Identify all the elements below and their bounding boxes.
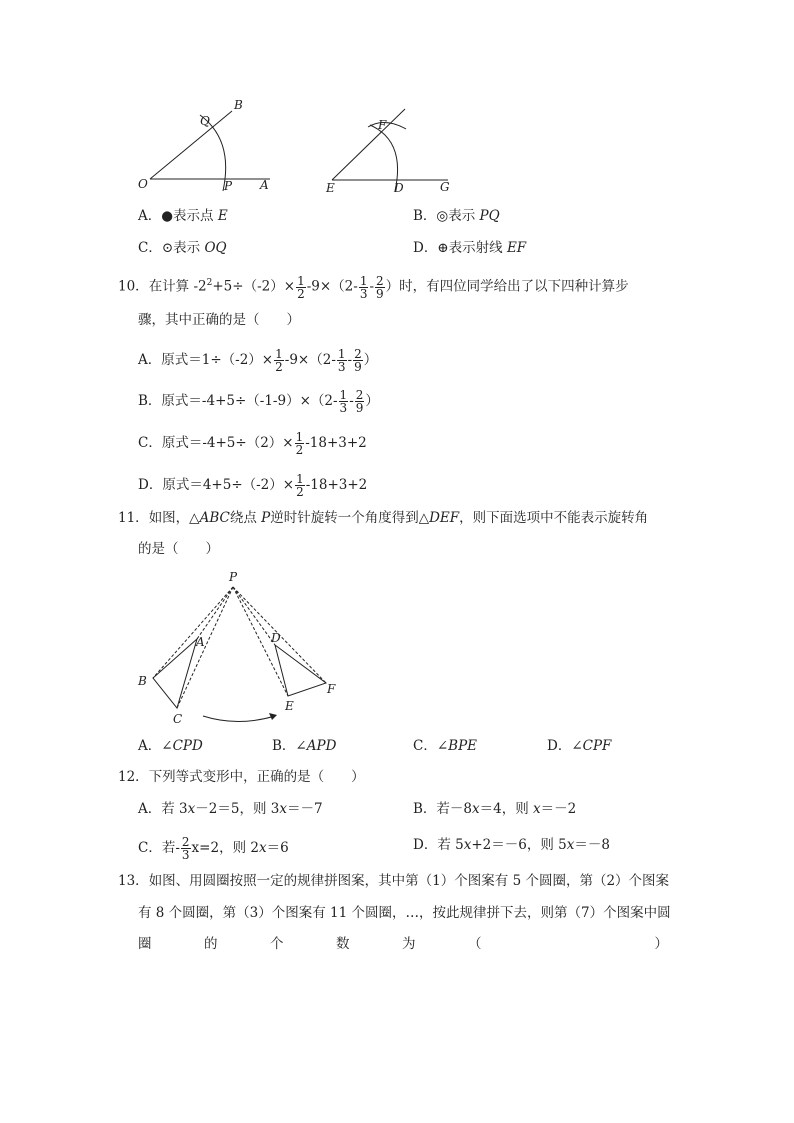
- q11-stem-line2: 的是（ ）: [138, 541, 219, 557]
- label-a: A: [196, 635, 205, 649]
- ray-ef: [332, 109, 405, 180]
- label-g: G: [440, 180, 450, 194]
- q11-option-a[interactable]: A．∠CPD: [138, 738, 203, 754]
- label-e: E: [285, 699, 294, 713]
- q10-option-a[interactable]: A．原式＝1÷（-2）× $\frac{1}{2}$ -9×（2- $\frac{1}{3}$ - $\frac{2}{9}$ ）: [138, 347, 378, 374]
- answer-blank[interactable]: （ ）: [468, 936, 668, 952]
- label-o: O: [138, 177, 148, 191]
- label-a: A: [260, 178, 269, 192]
- rotation-arrow: [203, 716, 275, 722]
- q10-stem-line1: 10．在计算 $-2^2+5\div(-2)\times$ $\frac{1}{2}$ -9×（2- $\frac{1}{3}$ - $\frac{2}{9}$ ）时，有四位同学给出了以下四种计算步: [118, 273, 629, 301]
- double-circle-icon: ◎: [436, 208, 449, 224]
- q13-line2: 有 8 个圆圈，第（3）个图案有 11 个圆圈，…，按此规律拼下去，则第（7）个图案中圆: [138, 905, 671, 921]
- label-p: P: [224, 179, 233, 193]
- q9-figure: [130, 95, 470, 200]
- q11-option-b[interactable]: B．∠APD: [272, 738, 337, 754]
- triangle-abc: [153, 639, 197, 708]
- q12-option-d[interactable]: D．若 5x+2＝－6，则 5x＝－8: [413, 837, 610, 853]
- label-c: C: [173, 712, 183, 726]
- circle-plus-icon: ⊕: [437, 240, 449, 256]
- dot-circle-icon: ⊙: [161, 240, 174, 256]
- q10-option-b[interactable]: B．原式＝-4+5÷（-1-9）×（2- $\frac{1}{3}$ - $\frac{2}{9}$ ）: [138, 388, 379, 415]
- q11-stem-line1: 11．如图，△ABC绕点 P逆时针旋转一个角度得到△DEF，则下面选项中不能表示旋转角: [118, 510, 649, 526]
- q13-line3: 圈 的 个 数 为 （ ）: [138, 936, 668, 952]
- q10-stem-line2: 骤，其中正确的是（ ）: [138, 312, 300, 328]
- q10-option-d[interactable]: D．原式＝4+5÷（-2）× $\frac{1}{2}$ -18+3+2: [138, 472, 368, 499]
- q10-option-c[interactable]: C．原式＝-4+5÷（2）× $\frac{1}{2}$ -18+3+2: [138, 430, 367, 457]
- q12-option-b[interactable]: B．若－8x＝4，则 x＝－2: [413, 801, 577, 817]
- q9-option-b[interactable]: B．◎表示 PQ: [413, 208, 500, 224]
- label-f: F: [327, 682, 336, 696]
- arc-f-cross: [368, 122, 406, 129]
- filled-circle-icon: ●: [161, 208, 174, 224]
- label-q: Q: [200, 114, 210, 128]
- label-f: F: [378, 118, 387, 132]
- label-b: B: [138, 674, 147, 688]
- q9-option-c[interactable]: C．⊙表示 OQ: [138, 240, 227, 256]
- label-d: D: [271, 631, 281, 645]
- q11-figure: [130, 565, 350, 730]
- q9-option-a[interactable]: A．●表示点 E: [138, 208, 228, 224]
- ray-ob: [150, 111, 232, 179]
- arrow-head-icon: [269, 713, 277, 720]
- label-b: B: [234, 98, 243, 112]
- q12-stem: 12．下列等式变形中，正确的是（ ）: [118, 769, 365, 785]
- label-e: E: [326, 181, 335, 195]
- label-d: D: [394, 181, 404, 195]
- label-p: P: [229, 570, 238, 584]
- triangle-def: [275, 645, 326, 696]
- q11-option-d[interactable]: D．∠CPF: [547, 738, 612, 754]
- q12-option-c[interactable]: C．若- $\frac{2}{3}$ x=2，则 2x＝6: [138, 835, 289, 862]
- q12-option-a[interactable]: A．若 3x－2＝5，则 3x＝－7: [138, 801, 323, 817]
- q11-option-c[interactable]: C．∠BPE: [413, 738, 478, 754]
- q9-option-d[interactable]: D．⊕表示射线 EF: [413, 240, 527, 256]
- q13-line1: 13．如图、用圆圈按照一定的规律拼图案，其中第（1）个图案有 5 个圆圈，第（2）个图案: [118, 873, 670, 889]
